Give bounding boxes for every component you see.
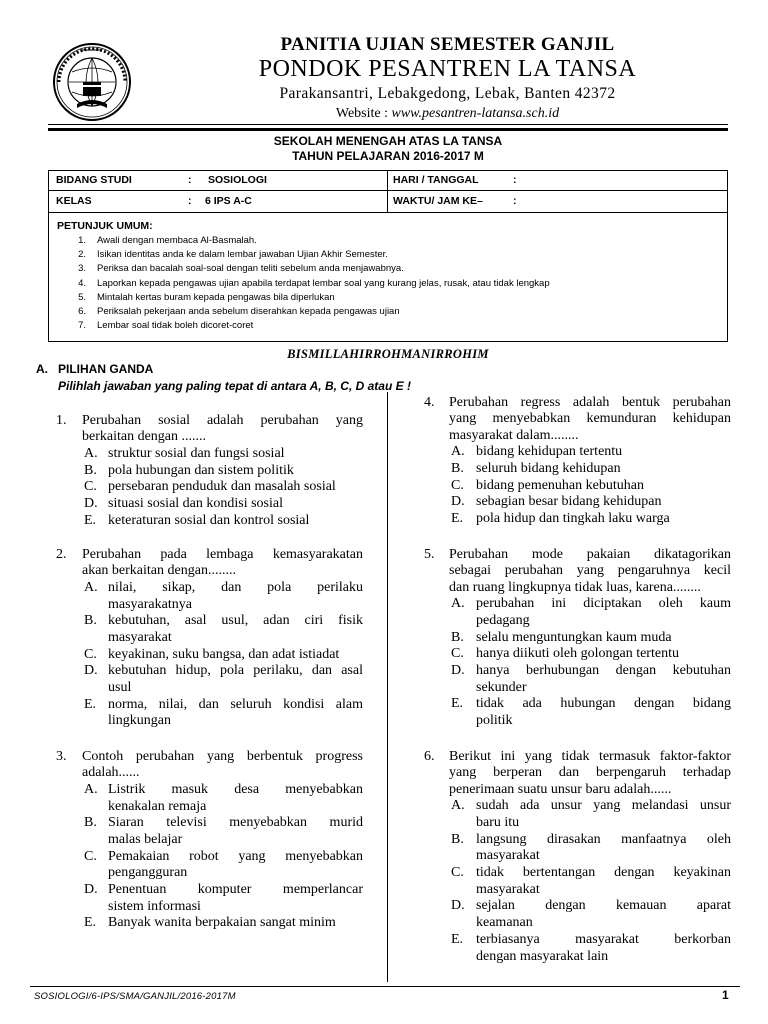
- option-letter: A.: [451, 798, 465, 814]
- option-letter: A.: [451, 444, 465, 460]
- option-text: persebaran penduduk dan masalah sosial: [108, 479, 336, 495]
- option-letter: D.: [84, 495, 98, 511]
- option-text: kebutuhan hidup, pola perilaku, dan asal: [108, 663, 363, 679]
- question-text: yang menyebabkan kemunduran kehidupan: [449, 411, 731, 427]
- subject-label: BIDANG STUDI: [56, 174, 132, 186]
- class-colon: :: [188, 195, 192, 207]
- option-letter: C.: [84, 646, 97, 662]
- option-letter: E.: [451, 696, 464, 712]
- bismillah-heading: BISMILLAHIRROHMANIRROHIM: [287, 347, 489, 361]
- option-text: pengangguran: [108, 865, 188, 881]
- option-letter: C.: [84, 848, 97, 864]
- option-text: bidang pemenuhan kebutuhan: [476, 477, 644, 493]
- option-text: sistem informasi: [108, 898, 201, 914]
- website-label: Website :: [335, 106, 388, 121]
- option-text: pedagang: [476, 612, 530, 628]
- option-letter: C.: [84, 479, 97, 495]
- question-text: Perubahan pada lembaga kemasyarakatan: [82, 547, 363, 562]
- institution-address: Parakansantri, Lebakgedong, Lebak, Banten 42372: [279, 85, 616, 102]
- date-label: HARI / TANGGAL: [393, 174, 479, 186]
- option-text: tidak bertentangan dengan keyakinan: [476, 865, 731, 880]
- option-text: sekunder: [476, 679, 527, 695]
- option-text: pola hubungan dan sistem politik: [108, 462, 294, 478]
- option-text: langsung dirasakan manfaatnya oleh: [476, 831, 731, 847]
- option-letter: E.: [84, 915, 97, 931]
- option-letter: C.: [451, 477, 464, 493]
- option-text: kebutuhan, asal usul, adan ciri fisik: [108, 613, 363, 629]
- option-text: kenakalan remaja: [108, 798, 207, 814]
- question-number: 6.: [424, 749, 435, 764]
- question-text: berkaitan dengan .......: [82, 429, 207, 445]
- time-colon: :: [513, 195, 517, 207]
- general-instructions-title: PETUNJUK UMUM:: [57, 220, 153, 232]
- option-text: terbiasanya masyarakat berkorban: [476, 931, 731, 947]
- header-rule: [48, 124, 728, 125]
- date-colon: :: [513, 174, 517, 186]
- option-text: hanya berhubungan dengan kebutuhan: [476, 663, 731, 678]
- option-text: usul: [108, 680, 132, 695]
- option-text: sejalan dengan kemauan aparat: [476, 898, 731, 914]
- option-letter: B.: [84, 613, 97, 629]
- option-text: hanya diikuti oleh golongan tertentu: [476, 646, 679, 662]
- option-text: masyarakat: [476, 881, 540, 897]
- option-text: baru itu: [476, 814, 520, 830]
- option-text: perubahan ini diciptakan oleh kaum: [476, 596, 731, 612]
- question-text: Perubahan sosial adalah perubahan yang: [82, 413, 363, 428]
- school-seal-logo: [52, 42, 132, 122]
- instruction-number: 3.: [78, 263, 86, 275]
- time-label: WAKTU/ JAM KE–: [393, 195, 483, 207]
- section-letter: A.: [36, 362, 48, 376]
- question-text: sebagai perubahan yang pengaruhnya kecil: [449, 563, 731, 579]
- instruction-text: Isikan identitas anda ke dalam lembar jawaban Ujian Akhir Semester.: [97, 249, 388, 261]
- option-letter: D.: [451, 494, 465, 510]
- question-text: Perubahan mode pakaian dikatagorikan: [449, 547, 731, 562]
- question-text: Contoh perubahan yang berbentuk progress: [82, 749, 363, 764]
- option-letter: D.: [451, 898, 465, 914]
- question-text: masyarakat dalam........: [449, 427, 579, 443]
- question-text: Berikut ini yang tidak termasuk faktor-faktor: [449, 749, 731, 764]
- page-number: 1: [722, 988, 729, 1002]
- column-divider: [387, 392, 388, 982]
- section-title: PILIHAN GANDA: [58, 362, 154, 376]
- instruction-text: Laporkan kepada pengawas ujian apabila terdapat lembar soal yang kurang jelas, rusak, atau tidak lengkap: [97, 277, 550, 289]
- option-letter: A.: [84, 781, 98, 797]
- option-text: masyarakatnya: [108, 596, 192, 612]
- option-text: masyarakat: [476, 848, 540, 864]
- question-text: yang berperan dan berpengaruh terhadap: [449, 765, 731, 781]
- subject-value: SOSIOLOGI: [208, 174, 267, 186]
- instruction-text: Awali dengan membaca Al-Basmalah.: [97, 235, 257, 246]
- option-text: selalu menguntungkan kaum muda: [476, 629, 672, 645]
- option-letter: A.: [84, 579, 98, 595]
- option-text: situasi sosial dan kondisi sosial: [108, 495, 283, 511]
- option-text: lingkungan: [108, 713, 171, 729]
- option-letter: C.: [451, 646, 464, 662]
- instruction-text: Mintalah kertas buram kepada pengawas bila diperlukan: [97, 291, 335, 303]
- option-text: dengan masyarakat lain: [476, 948, 609, 964]
- header-rule-thick: [48, 128, 728, 131]
- option-text: bidang kehidupan tertentu: [476, 444, 623, 460]
- question-text: dan ruang lingkupnya tidak luas, karena........: [449, 579, 701, 595]
- class-label: KELAS: [56, 195, 92, 207]
- school-name: SEKOLAH MENENGAH ATAS LA TANSA: [273, 134, 503, 148]
- instruction-text: Periksa dan bacalah soal-soal dengan teliti sebelum anda menjawabnya.: [97, 263, 404, 275]
- footer-rule: [30, 986, 740, 987]
- option-letter: B.: [451, 831, 464, 847]
- question-number: 2.: [56, 547, 67, 562]
- option-letter: C.: [451, 865, 464, 880]
- class-value: 6 IPS A-C: [205, 195, 252, 207]
- option-text: Banyak wanita berpakaian sangat minim: [108, 915, 336, 931]
- option-letter: B.: [84, 815, 97, 831]
- option-letter: A.: [451, 596, 465, 612]
- option-text: malas belajar: [108, 831, 183, 847]
- option-letter: D.: [84, 663, 98, 679]
- question-text: adalah......: [82, 765, 140, 781]
- option-letter: B.: [451, 460, 464, 476]
- option-letter: B.: [451, 629, 464, 645]
- footer-code: SOSIOLOGI/6-IPS/SMA/GANJIL/2016-2017M: [34, 991, 236, 1002]
- question-text: Perubahan regress adalah bentuk perubahan: [449, 395, 731, 410]
- question-number: 4.: [424, 395, 435, 410]
- institution-website: [175, 106, 720, 122]
- question-number: 1.: [56, 413, 67, 428]
- option-text: Penentuan komputer memperlancar: [108, 882, 363, 897]
- option-text: pola hidup dan tingkah laku warga: [476, 511, 670, 526]
- question-text: penerimaan suatu unsur baru adalah......: [449, 781, 672, 797]
- option-text: Pemakaian robot yang menyebabkan: [108, 848, 363, 864]
- instruction-number: 1.: [78, 235, 86, 246]
- option-text: struktur sosial dan fungsi sosial: [108, 445, 285, 461]
- subject-colon: :: [188, 174, 192, 186]
- option-letter: B.: [84, 462, 97, 478]
- option-text: norma, nilai, dan seluruh kondisi alam: [108, 696, 363, 712]
- section-instruction: Pilihlah jawaban yang paling tepat di antara A, B, C, D atau E !: [58, 379, 411, 393]
- institution-name: PONDOK PESANTREN LA TANSA: [258, 56, 637, 82]
- instruction-number: 5.: [78, 291, 86, 303]
- option-text: nilai, sikap, dan pola perilaku: [108, 579, 363, 595]
- option-letter: E.: [451, 931, 464, 947]
- school-year: TAHUN PELAJARAN 2016-2017 M: [292, 149, 484, 163]
- option-text: keteraturan sosial dan kontrol sosial: [108, 512, 310, 528]
- committee-title: PANITIA UJIAN SEMESTER GANJIL: [280, 34, 615, 55]
- option-text: politik: [476, 713, 513, 729]
- option-text: Siaran televisi menyebabkan murid: [108, 815, 363, 831]
- instruction-number: 2.: [78, 249, 86, 261]
- option-text: keamanan: [476, 915, 533, 931]
- instruction-text: Periksalah pekerjaan anda sebelum diserahkan kepada pengawas ujian: [97, 306, 400, 317]
- option-letter: E.: [84, 512, 97, 528]
- option-letter: A.: [84, 445, 98, 461]
- instruction-number: 4.: [78, 277, 86, 289]
- question-number: 3.: [56, 749, 67, 764]
- option-letter: E.: [84, 696, 97, 712]
- section-heading: [36, 362, 153, 376]
- option-letter: D.: [84, 882, 98, 897]
- instruction-number: 6.: [78, 306, 86, 317]
- option-text: Listrik masuk desa menyebabkan: [108, 781, 363, 797]
- table-divider: [48, 190, 728, 191]
- website-url: www.pesantren-latansa.sch.id: [391, 106, 560, 121]
- option-text: sebagian besar bidang kehidupan: [476, 494, 662, 510]
- question-number: 5.: [424, 547, 435, 562]
- table-column-divider: [387, 170, 388, 212]
- instruction-number: 7.: [78, 320, 86, 332]
- question-text: akan berkaitan dengan........: [82, 563, 236, 579]
- option-text: keyakinan, suku bangsa, dan adat istiadat: [108, 646, 340, 662]
- option-letter: D.: [451, 663, 465, 678]
- option-text: seluruh bidang kehidupan: [476, 460, 621, 476]
- option-text: tidak ada hubungan dengan bidang: [476, 696, 731, 712]
- option-text: masyarakat: [108, 629, 172, 645]
- option-letter: E.: [451, 511, 464, 526]
- instruction-text: Lembar soal tidak boleh dicoret-coret: [97, 320, 254, 332]
- option-text: sudah ada unsur yang melandasi unsur: [476, 798, 731, 814]
- table-divider: [48, 212, 728, 213]
